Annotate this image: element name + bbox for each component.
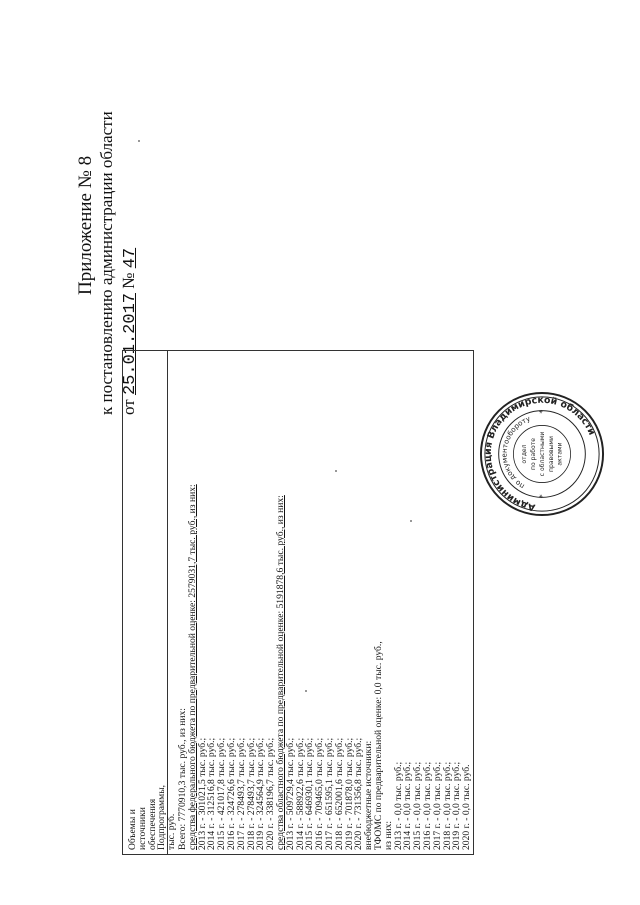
label-line: источники xyxy=(136,807,148,850)
stamp-center-line: по работе xyxy=(530,437,538,471)
number-prefix: № xyxy=(119,272,138,289)
body-line: 2016 г. - 709465,0 тыс. руб.; xyxy=(314,737,326,850)
body-line: из них: xyxy=(382,820,394,850)
body-line-tfoms: ТФОМС по предварительной оценке: 0,0 тыс. руб., xyxy=(372,641,384,850)
body-line-federal-heading: средства федерального бюджета по предварительной оценке: 2579031,7 тыс. руб., из них: xyxy=(186,484,198,850)
body-line: 2020 г. - 731356,8 тыс. руб.; xyxy=(353,737,365,850)
stamp-center-line: с областными xyxy=(538,431,546,477)
svg-text:*: * xyxy=(537,409,547,414)
official-stamp xyxy=(478,390,606,518)
body-line: 2018 г. - 0,0 тыс. руб.; xyxy=(441,761,453,850)
stamp-outer-text: Администрация Владимирской области xyxy=(482,394,598,513)
body-line: 2019 г. - 701878,0 тыс. руб.; xyxy=(343,737,355,850)
table-body-cell xyxy=(178,355,472,850)
body-line-regional-heading: средства областного бюджета по предварительной оценке: 5191878,6 тыс. руб., из них: xyxy=(274,495,286,850)
label-line: Объемы и xyxy=(127,809,138,850)
body-line: 2017 г. - 651595,1 тыс. руб.; xyxy=(323,737,335,850)
label-line: Подпрограммы, xyxy=(156,784,168,850)
body-line-extrabudget-heading: внебюджетные источники: xyxy=(363,740,375,850)
body-line: 2013 г. - 509729,4 тыс. руб.; xyxy=(284,737,296,850)
body-line: 2020 г. - 0,0 тыс. руб. xyxy=(461,764,473,850)
appendix-title: Приложение № 8 xyxy=(75,155,96,295)
stamp-inner-text: по документообороту xyxy=(499,413,532,492)
body-line: 2019 г. - 324564,9 тыс. руб.; xyxy=(255,737,267,850)
table-label-cell xyxy=(128,355,177,850)
body-line: 2014 г. - 0,0 тыс. руб.; xyxy=(402,761,414,850)
stamp-center-line: правовыми xyxy=(547,436,555,472)
appendix-subtitle: к постановлению администрации области xyxy=(97,111,116,415)
stamp-center-line: актами xyxy=(556,442,564,466)
stamp-center-line: отдел xyxy=(521,444,529,464)
label-line: обеспечения xyxy=(146,798,158,850)
body-line: 2017 г. - 278493,7 тыс. руб.; xyxy=(235,737,247,850)
scan-speck xyxy=(138,140,140,142)
body-line: 2018 г. - 652001,6 тыс. руб.; xyxy=(333,737,345,850)
date-prefix: от xyxy=(119,399,138,415)
label-line: тыс. руб. xyxy=(166,813,178,850)
body-line: 2015 г. - 421017,8 тыс. руб.; xyxy=(216,737,228,850)
stamp-graphic xyxy=(478,390,606,518)
svg-text:*: * xyxy=(537,494,547,499)
scan-speck xyxy=(305,690,307,692)
scan-speck xyxy=(410,520,412,522)
body-line: 2014 г. - 312516,8 тыс. руб.; xyxy=(206,737,218,850)
body-line: 2014 г. - 588922,6 тыс. руб.; xyxy=(294,737,306,850)
body-line: 2018 г. - 278493,7 тыс. руб.; xyxy=(245,737,257,850)
date-value: 25.01.2017 xyxy=(121,293,140,396)
body-line: 2013 г. - 301021,5 тыс. руб.; xyxy=(196,737,208,850)
body-line: 2017 г. - 0,0 тыс. руб.; xyxy=(431,761,443,850)
body-line: 2016 г. - 0,0 тыс. руб.; xyxy=(421,761,433,850)
body-line: 2015 г. - 0,0 тыс. руб.; xyxy=(412,761,424,850)
body-line: 2013 г. - 0,0 тыс. руб.; xyxy=(392,761,404,850)
body-line: 2019 г. - 0,0 тыс. руб.; xyxy=(451,761,463,850)
number-value: 47 xyxy=(121,247,140,269)
body-line: 2016 г. - 324726,6 тыс. руб.; xyxy=(225,737,237,850)
body-line: 2015 г. - 646930,1 тыс. руб.; xyxy=(304,737,316,850)
scan-speck xyxy=(335,470,337,472)
body-line: 2020 г. - 338196,7 тыс. руб.; xyxy=(265,737,277,850)
body-line-total: Всего: 7770910,3 тыс. руб., из них: xyxy=(177,708,188,850)
